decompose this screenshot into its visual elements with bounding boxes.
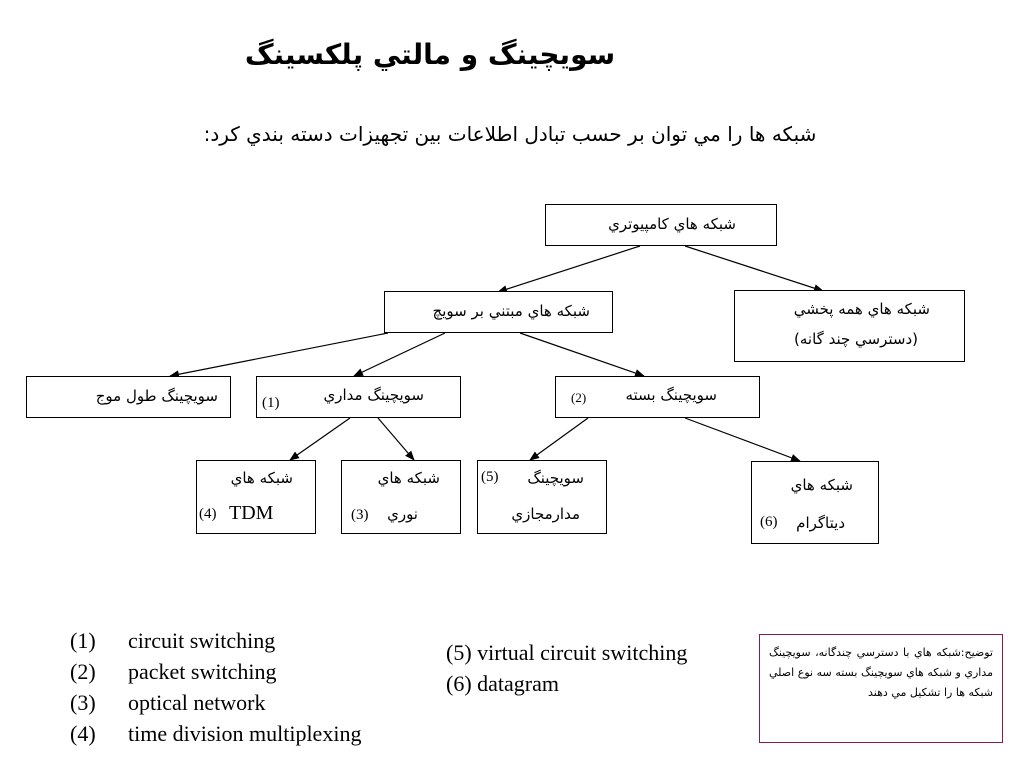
node-optical-num: (3) bbox=[351, 507, 369, 523]
edge-packet-vc bbox=[530, 418, 588, 460]
legend-right bbox=[446, 640, 687, 702]
node-optical-line1: شبكه هاي bbox=[377, 469, 440, 487]
legend-text: optical network bbox=[128, 690, 266, 715]
node-datagram-line2: ديتاگرام bbox=[796, 514, 845, 532]
node-datagram-networks bbox=[751, 461, 879, 544]
node-circuit-num: (1) bbox=[262, 395, 280, 411]
node-wavelength-label: سويچينگ طول موج bbox=[95, 387, 218, 405]
legend-number: (2) bbox=[70, 659, 96, 684]
node-packet-label: سويچينگ بسته bbox=[625, 386, 717, 404]
legend-item bbox=[70, 659, 430, 690]
node-vc-line2: مدارمجازي bbox=[511, 505, 580, 523]
node-optical-line2: نوري bbox=[387, 505, 418, 523]
node-switch-based-label: شبكه هاي مبتني بر سويچ bbox=[432, 302, 590, 320]
page-subtitle: شبكه ها را مي توان بر حسب تبادل اطلاعات بين تجهيزات دسته بندي كرد: bbox=[203, 122, 817, 146]
edge-switch-circuit bbox=[354, 333, 445, 376]
note-box: توضيح:شبكه هاي با دسترسي چندگانه، سويچينگ مداري و شبكه هاي سويچينگ بسته سه نوع اصلي شبكه ها را تشكيل مي دهند bbox=[759, 634, 1003, 743]
node-packet-switching bbox=[555, 376, 760, 418]
edge-circuit-tdm bbox=[290, 418, 350, 460]
edge-switch-packet bbox=[520, 333, 644, 376]
node-computer-networks bbox=[545, 204, 777, 246]
legend-text: packet switching bbox=[128, 659, 277, 684]
legend-item bbox=[70, 690, 430, 721]
legend-item: (5) virtual circuit switching bbox=[446, 640, 688, 665]
node-virtual-circuit bbox=[477, 460, 607, 534]
node-tdm-line1: شبكه هاي bbox=[230, 469, 293, 487]
edge-root-broadcast bbox=[685, 246, 823, 291]
legend-left bbox=[70, 628, 430, 752]
node-packet-num: (2) bbox=[571, 390, 587, 405]
node-tdm-text: TDM bbox=[229, 502, 274, 524]
edge-packet-datagram bbox=[685, 418, 800, 461]
edge-switch-wavelength bbox=[170, 333, 388, 376]
legend-item: (6) datagram bbox=[446, 671, 559, 696]
legend-item bbox=[70, 628, 430, 659]
legend-number: (1) bbox=[70, 628, 96, 653]
legend-text: time division multiplexing bbox=[128, 721, 362, 746]
node-circuit-switching bbox=[256, 376, 461, 418]
node-computer-networks-label: شبكه هاي كامپيوتري bbox=[608, 215, 736, 233]
page-title: سويچينگ و مالتي پلكسينگ bbox=[244, 38, 616, 71]
node-broadcast-line1: شبكه هاي همه پخشي bbox=[793, 300, 930, 318]
node-broadcast-line2: (دسترسي چند گانه) bbox=[794, 330, 918, 348]
node-vc-line1: سويچينگ bbox=[527, 469, 584, 487]
node-tdm-networks bbox=[196, 460, 316, 534]
node-datagram-num: (6) bbox=[760, 514, 778, 530]
edge-circuit-optical bbox=[378, 418, 414, 460]
node-switch-based bbox=[384, 291, 613, 333]
legend-number: (3) bbox=[70, 690, 96, 715]
node-circuit-label: سويچينگ مداري bbox=[323, 386, 424, 404]
legend-text: circuit switching bbox=[128, 628, 276, 653]
legend-item bbox=[70, 721, 430, 752]
node-datagram-line1: شبكه هاي bbox=[790, 476, 853, 494]
node-optical-networks bbox=[341, 460, 461, 534]
node-vc-num: (5) bbox=[481, 469, 499, 485]
node-wavelength-switching bbox=[26, 376, 231, 418]
node-tdm-num: (4) bbox=[199, 506, 217, 522]
legend-number: (4) bbox=[70, 721, 96, 746]
edge-root-switch bbox=[498, 246, 640, 292]
node-broadcast bbox=[734, 290, 965, 362]
